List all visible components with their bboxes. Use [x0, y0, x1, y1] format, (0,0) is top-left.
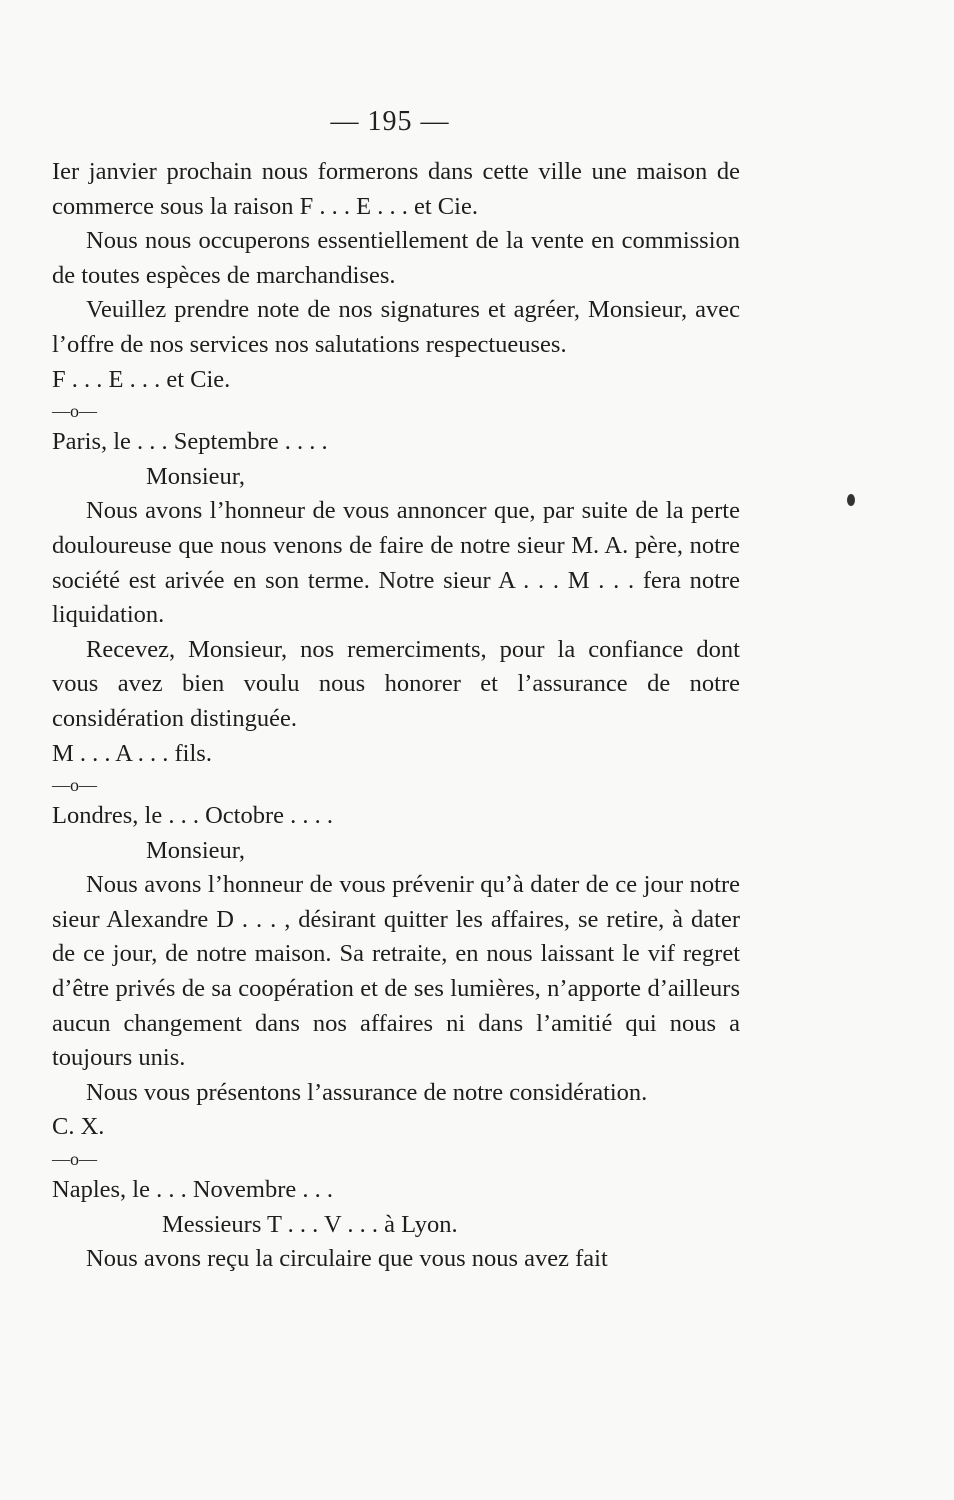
signature: F . . . E . . . et Cie.: [52, 365, 231, 393]
paragraph: Recevez, Monsieur, nos remerciments, pour la confiance dont vous avez bien voulu nous honorer et l’assurance de notre considération distinguée.: [52, 635, 740, 732]
dateline: Londres, le . . . Octobre . . . .: [52, 802, 333, 830]
separator: —o—: [52, 401, 97, 422]
addressee: Messieurs T . . . V . . . à Lyon.: [162, 1210, 458, 1238]
paragraph: Nous nous occuperons essentiellement de la vente en commission de toutes espèces de marchandises.: [52, 227, 740, 289]
separator: —o—: [52, 1149, 97, 1170]
separator: —o—: [52, 775, 97, 796]
salutation: Monsieur,: [146, 836, 246, 864]
dateline: Naples, le . . . Novembre . . .: [52, 1176, 333, 1204]
salutation: Monsieur,: [146, 462, 246, 490]
signature: M . . . A . . . fils.: [52, 739, 212, 767]
ink-blot: [847, 494, 855, 506]
page-body: [52, 155, 740, 1277]
page-number: — 195 —: [330, 106, 450, 137]
paragraph: Nous avons reçu la circulaire que vous nous avez fait: [86, 1245, 608, 1273]
paragraph: Nous avons l’honneur de vous prévenir qu’à dater de ce jour notre sieur Alexandre D . . . , désirant quitter les affaires, se retire, à dater de ce jour, de notre maison. Sa retraite, en nous laissant le vif regret d’être privés de sa coopération et de ses lumières, n’apporte d’ailleurs aucun changement dans nos affaires ni dans l’amitié qui nous a toujours unis.: [52, 871, 740, 1072]
paragraph: Veuillez prendre note de nos signatures et agréer, Monsieur, avec l’offre de nos services nos salutations respectueuses.: [52, 296, 740, 358]
signature: C. X.: [52, 1113, 105, 1141]
dateline: Paris, le . . . Septembre . . . .: [52, 428, 328, 456]
paragraph: Nous avons l’honneur de vous annoncer que, par suite de la perte douloureuse que nous venons de faire de notre sieur M. A. père, notre société est arivée en son terme. Notre sieur A . . . M . . . fera notre liquidation.: [52, 497, 740, 629]
paragraph: Nous vous présentons l’assurance de notre considération.: [86, 1078, 648, 1106]
paragraph: Ier janvier prochain nous formerons dans cette ville une maison de commerce sous la raison F . . . E . . . et Cie.: [52, 158, 740, 220]
